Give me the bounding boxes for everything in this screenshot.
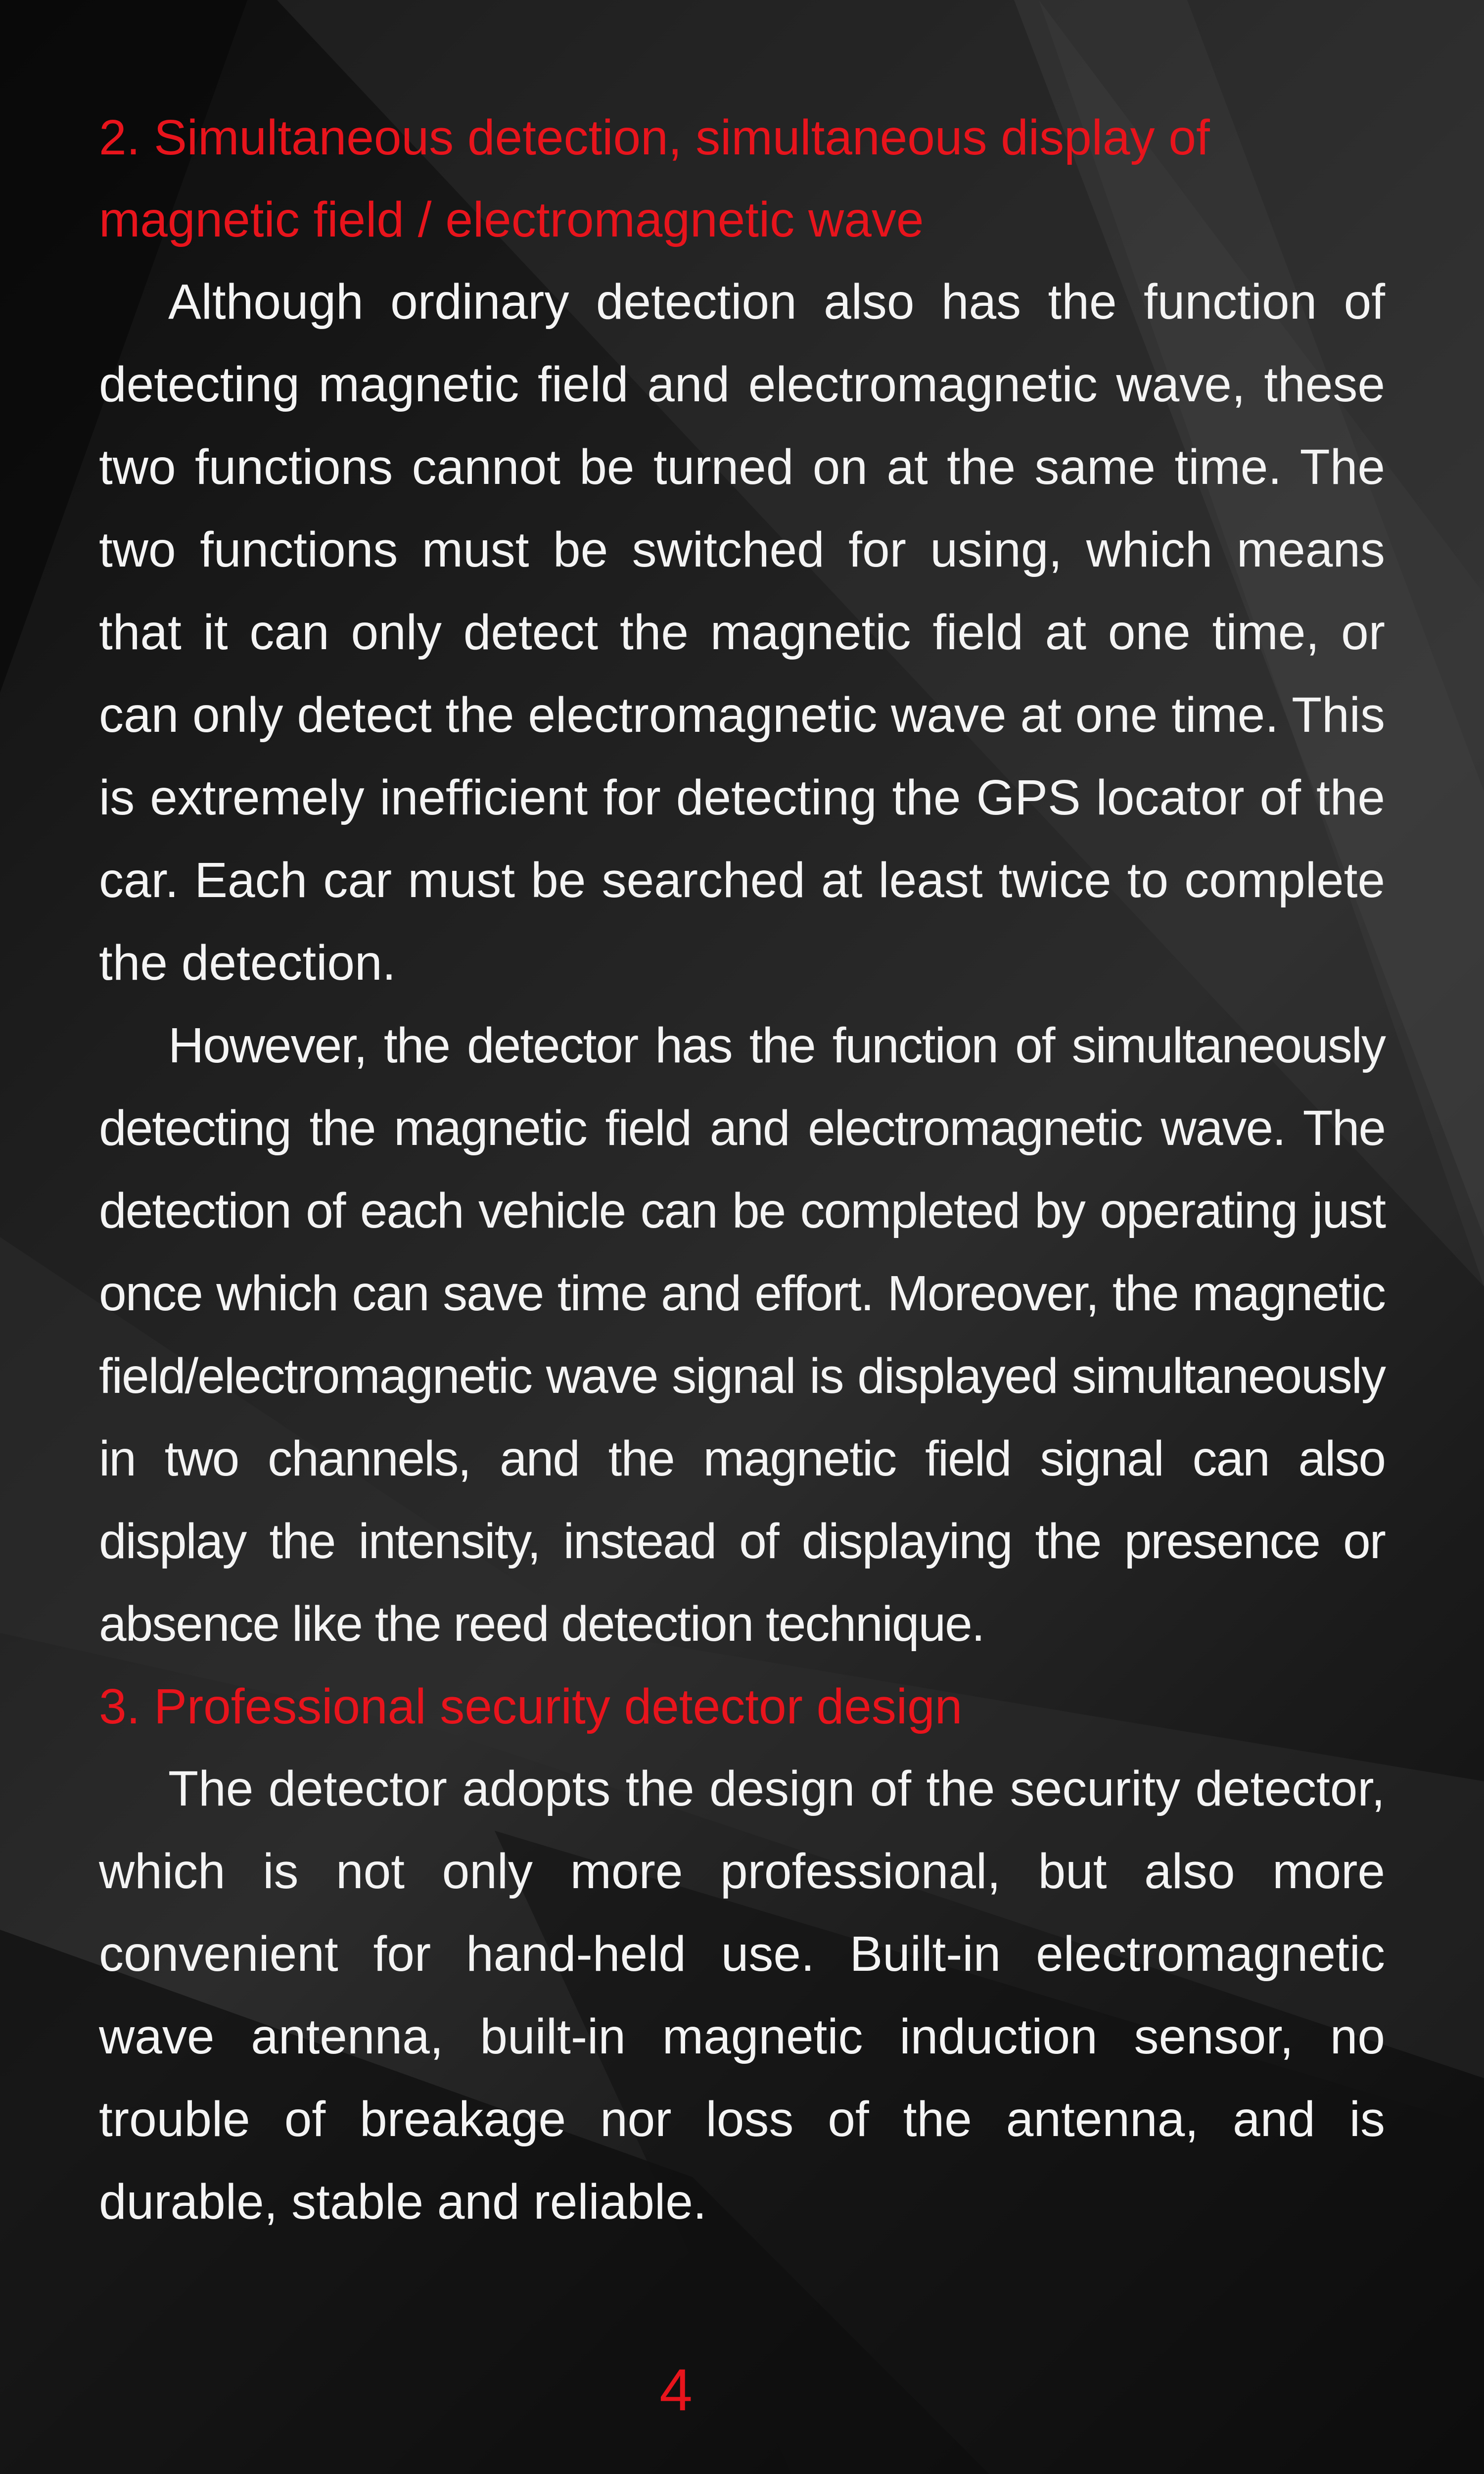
section-2-heading: 2. Simultaneous detection, simultaneous display of magnetic field / electromagnetic wave [99, 110, 1210, 247]
section-3-paragraph-1: The detector adopts the design of the security detector, which is not only more professional, but also more convenient for hand-held use. Built-in electromagnetic wave antenna, built-in magnetic induction sensor, no trouble of breakage nor loss of the antenna, and is durable, stable and reliable. [99, 1761, 1385, 2230]
section-2-paragraph-2: However, the detector has the function of simultaneously detecting the magnetic field and electromagnetic wave. The detection of each vehicle can be completed by operating just once which can save time and effort. Moreover, the magnetic field/electromagnetic wave signal is displayed simultaneously in two channels, and the magnetic field signal can also display the intensity, instead of displaying the presence or absence like the reed detection technique. [99, 1018, 1385, 1652]
section-3-heading: 3. Professional security detector design [99, 1679, 963, 1734]
page-content [99, 96, 1385, 2243]
section-2-paragraph-1: Although ordinary detection also has the function of detecting magnetic field and electromagnetic wave, these two functions cannot be turned on at the same time. The two functions must be switched for using, which means that it can only detect the magnetic field at one time, or can only detect the electromagnetic wave at one time. This is extremely inefficient for detecting the GPS locator of the car. Each car must be searched at least twice to complete the detection. [99, 274, 1385, 991]
page-number: 4 [659, 2357, 693, 2423]
